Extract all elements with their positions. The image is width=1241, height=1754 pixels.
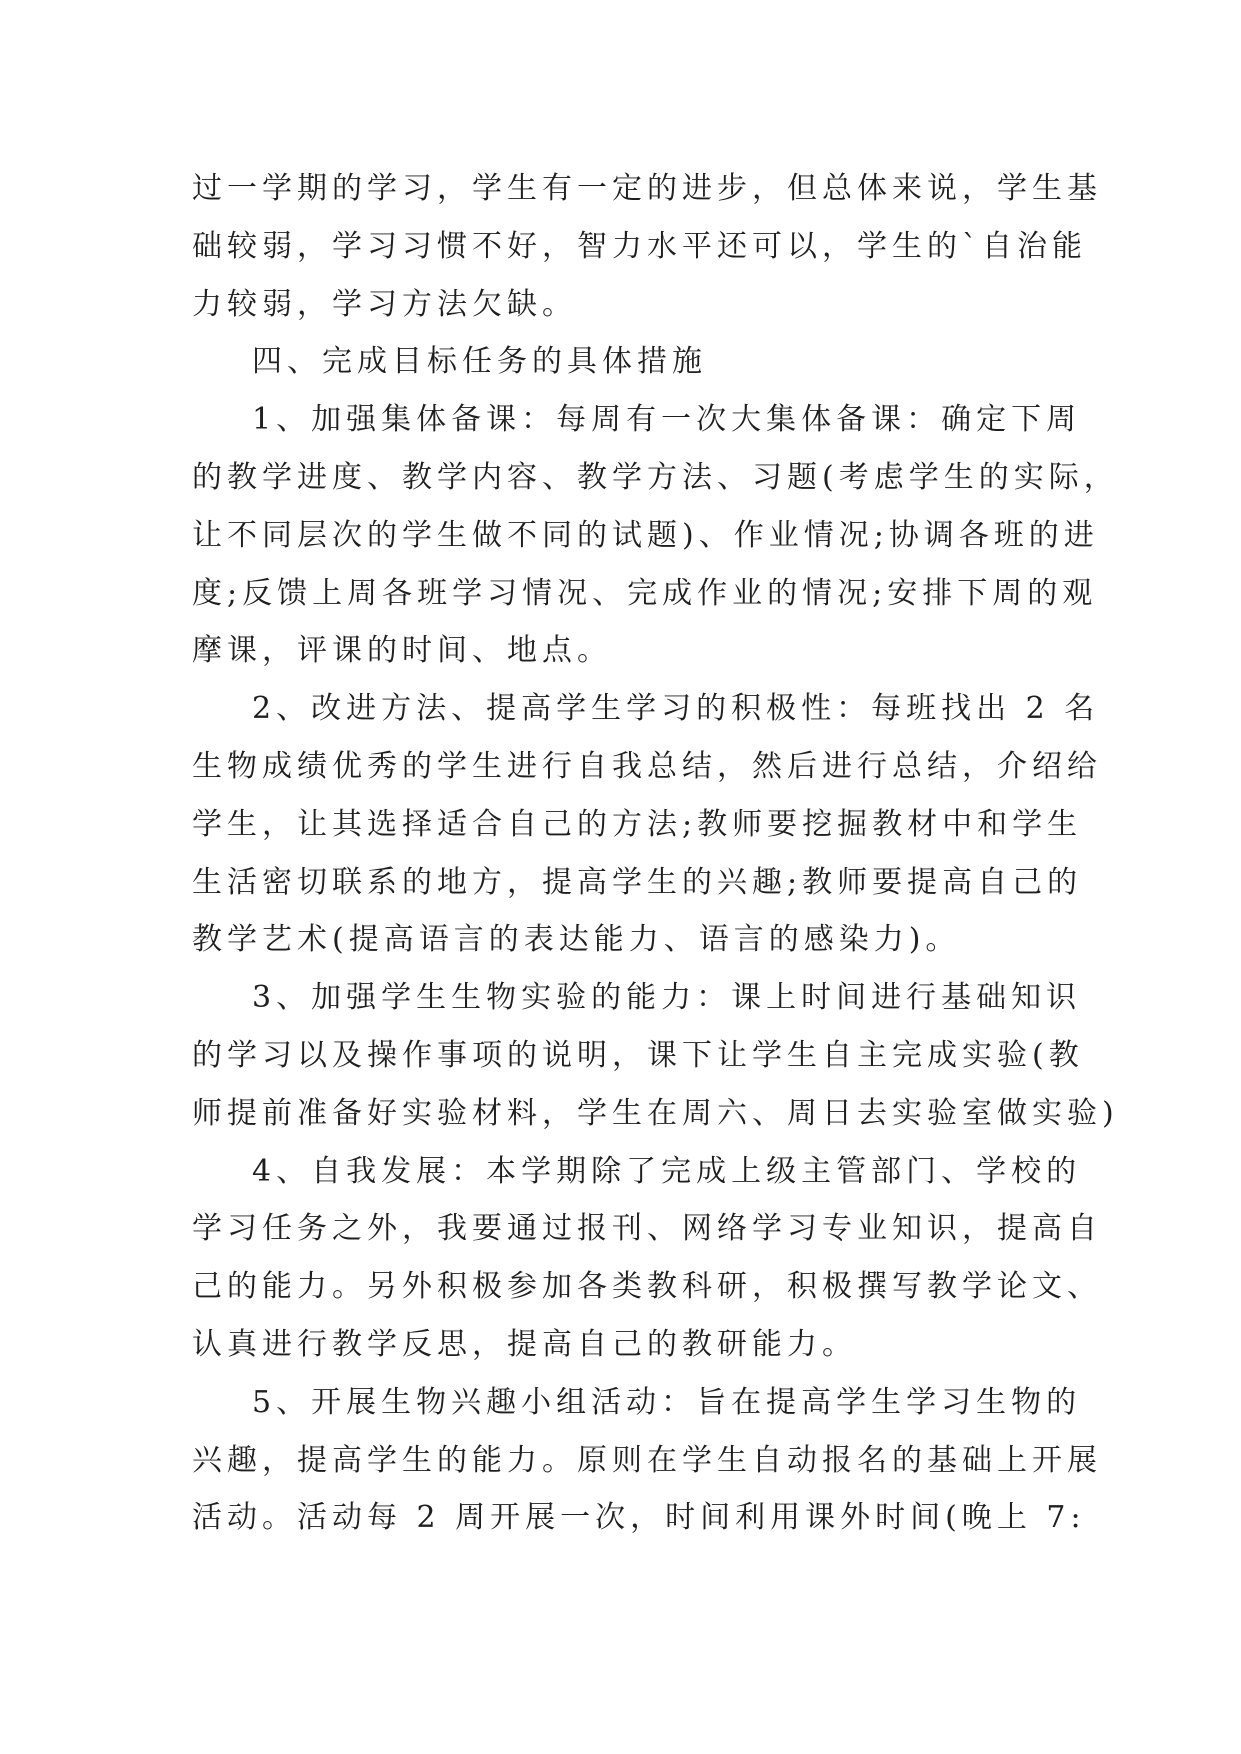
measure-2-line-4: 生活密切联系的地方，提高学生的兴趣;教师要提高自己的 [192, 864, 1083, 900]
measure-3-line-2: 的学习以及操作事项的说明，课下让学生自主完成实验(教 [192, 1037, 1084, 1073]
document-body [192, 160, 1119, 1547]
measure-3-line-1: 3、加强学生生物实验的能力：课上时间进行基础知识 [252, 980, 1082, 1016]
measure-5-line-2: 兴趣，提高学生的能力。原则在学生自动报名的基础上开展 [192, 1442, 1102, 1478]
measure-4-line-2: 学习任务之外，我要通过报刊、网络学习专业知识，提高自 [192, 1211, 1102, 1247]
text-line-3: 力较弱，学习方法欠缺。 [192, 286, 577, 322]
measure-1-line-5: 摩课，评课的时间、地点。 [192, 633, 612, 669]
section-heading: 四、完成目标任务的具体措施 [252, 344, 707, 380]
measure-2-line-2: 生物成绩优秀的学生进行自我总结，然后进行总结，介绍给 [192, 748, 1102, 784]
measure-1-line-2: 的教学进度、教学内容、教学方法、习题(考虑学生的实际， [192, 459, 1119, 495]
measure-4-line-1: 4、自我发展：本学期除了完成上级主管部门、学校的 [252, 1153, 1082, 1189]
measure-5-line-3: 活动。活动每 2 周开展一次，时间利用课外时间(晚上 7: [192, 1500, 1086, 1536]
measure-1-line-4: 度;反馈上周各班学习情况、完成作业的情况;安排下周的观 [192, 575, 1098, 611]
measure-1-line-1: 1、加强集体备课：每周有一次大集体备课：确定下周 [252, 402, 1082, 438]
measure-4-line-3: 己的能力。另外积极参加各类教科研，积极撰写教学论文、 [192, 1269, 1102, 1305]
measure-2-line-3: 学生，让其选择适合自己的方法;教师要挖掘教材中和学生 [192, 806, 1083, 842]
measure-2-line-5: 教学艺术(提高语言的表达能力、语言的感染力)。 [192, 922, 961, 958]
measure-4-line-4: 认真进行教学反思，提高自己的教研能力。 [192, 1326, 857, 1362]
text-line-2: 础较弱，学习习惯不好，智力水平还可以，学生的`自治能 [192, 228, 1087, 264]
measure-5-line-1: 5、开展生物兴趣小组活动：旨在提高学生学习生物的 [252, 1384, 1082, 1420]
measure-2-line-1: 2、改进方法、提高学生学习的积极性：每班找出 2 名 [252, 691, 1100, 727]
text-line-1: 过一学期的学习，学生有一定的进步，但总体来说，学生基 [192, 171, 1102, 206]
measure-1-line-3: 让不同层次的学生做不同的试题)、作业情况;协调各班的进 [192, 517, 1099, 553]
measure-3-line-3: 师提前准备好实验材料，学生在周六、周日去实验室做实验) [192, 1095, 1119, 1131]
